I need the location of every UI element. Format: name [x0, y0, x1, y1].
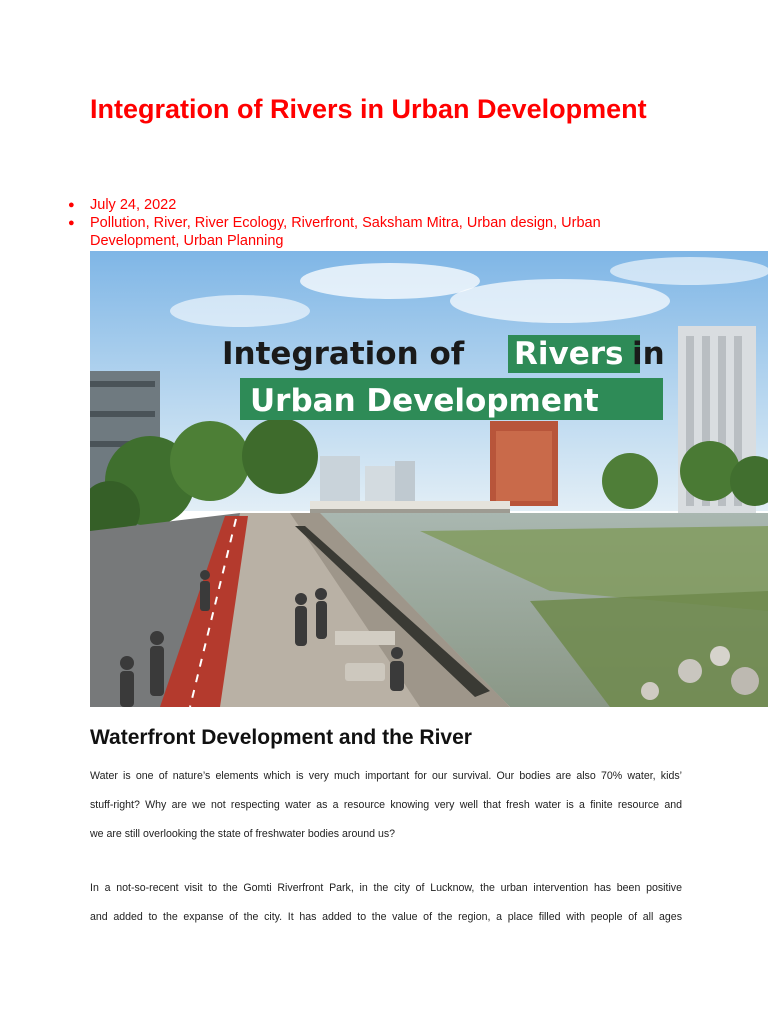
hero-headline-line2: Urban Development	[250, 383, 599, 419]
hero-headline-part2: in	[632, 336, 665, 372]
hero-headline-line1	[222, 336, 465, 372]
meta-date-item	[68, 196, 650, 214]
article-date[interactable]: July 24, 2022	[90, 197, 177, 213]
paragraph-line: In a not-so-recent visit to the Gomti Riverfront Park, in the city of Lucknow, the urban intervention has been positive	[90, 882, 682, 894]
paragraph-2	[90, 874, 682, 932]
bullet-icon: ●	[68, 199, 75, 211]
section-heading: Waterfront Development and the River	[90, 726, 472, 749]
article-title: Integration of Rivers in Urban Development	[90, 94, 647, 124]
paragraph-line: Water is one of nature’s elements which is very much important for our survival. Our bodies are also 70% water, kids’	[90, 770, 682, 782]
hero-headline-highlight: Rivers	[514, 336, 624, 372]
meta-tags-item	[68, 214, 650, 250]
paragraph-line: stuff-right? Why are we not respecting water as a resource knowing very well that fresh water is a finite resource and	[90, 799, 682, 811]
hero-image	[90, 251, 768, 707]
bullet-icon: ●	[68, 217, 75, 229]
paragraph-1	[90, 762, 682, 849]
paragraph-line: and added to the expanse of the city. It has added to the value of the region, a place filled with people of all ages	[90, 911, 682, 923]
article-meta	[68, 196, 650, 250]
paragraph-line: we are still overlooking the state of freshwater bodies around us?	[90, 828, 396, 840]
hero-headline-part1: Integration of	[222, 336, 465, 372]
article-tags[interactable]: Pollution, River, River Ecology, Riverfront, Saksham Mitra, Urban design, Urban Development, Urban Planning	[90, 215, 601, 249]
